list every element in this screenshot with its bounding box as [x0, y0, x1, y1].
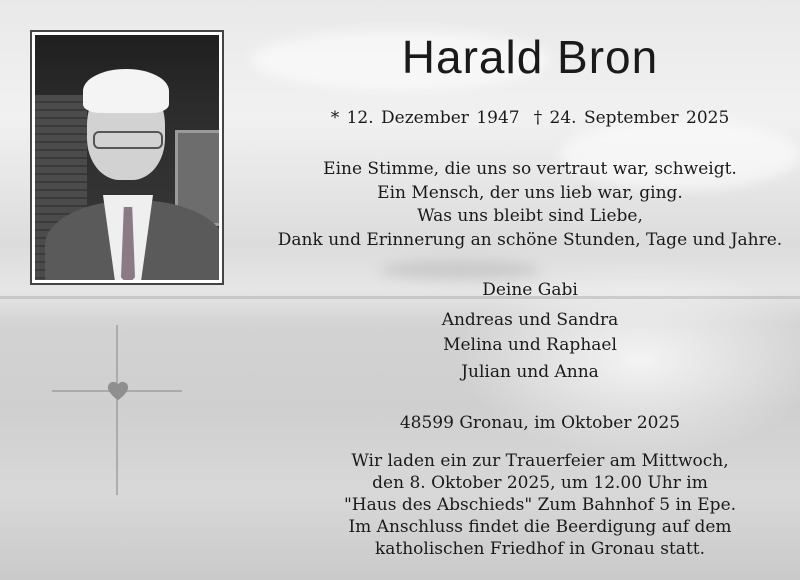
distant-land — [380, 260, 540, 280]
invitation-line: den 8. Oktober 2025, um 12.00 Uhr im — [372, 473, 708, 493]
mourner-line: Andreas und Sandra — [441, 310, 619, 330]
mourner-line: Deine Gabi — [482, 280, 578, 300]
invitation-line: Im Anschluss findet die Beerdigung auf dem — [348, 517, 732, 537]
invitation-line: Wir laden ein zur Trauerfeier am Mittwoch, — [351, 451, 729, 471]
portrait-photo — [35, 35, 219, 280]
mourner-line: Melina und Raphael — [443, 335, 617, 355]
poem-line: Was uns bleibt sind Liebe, — [417, 206, 643, 226]
death-date: † 24. September 2025 — [533, 108, 730, 128]
memorial-poem — [270, 158, 790, 252]
funeral-invitation — [290, 450, 790, 560]
photo-hair — [83, 69, 169, 113]
poem-line: Ein Mensch, der uns lieb war, ging. — [377, 182, 683, 203]
place-and-date: 48599 Gronau, im Oktober 2025 — [399, 413, 681, 433]
life-dates — [300, 108, 760, 128]
poem-line: Dank und Erinnerung an schöne Stunden, Tage und Jahre. — [277, 229, 783, 250]
invitation-line: "Haus des Abschieds" Zum Bahnhof 5 in Epe. — [343, 495, 737, 515]
portrait-frame — [30, 30, 224, 285]
heart-icon — [107, 380, 129, 402]
birth-date: * 12. Dezember 1947 — [330, 108, 520, 128]
poem-line: Eine Stimme, die uns so vertraut war, schweigt. — [323, 159, 737, 179]
cross-icon — [116, 325, 118, 495]
photo-glasses — [93, 131, 163, 149]
deceased-name: Harald Bron — [401, 31, 659, 83]
invitation-line: katholischen Friedhof in Gronau statt. — [374, 539, 706, 559]
mourner-line: Julian und Anna — [461, 362, 599, 382]
